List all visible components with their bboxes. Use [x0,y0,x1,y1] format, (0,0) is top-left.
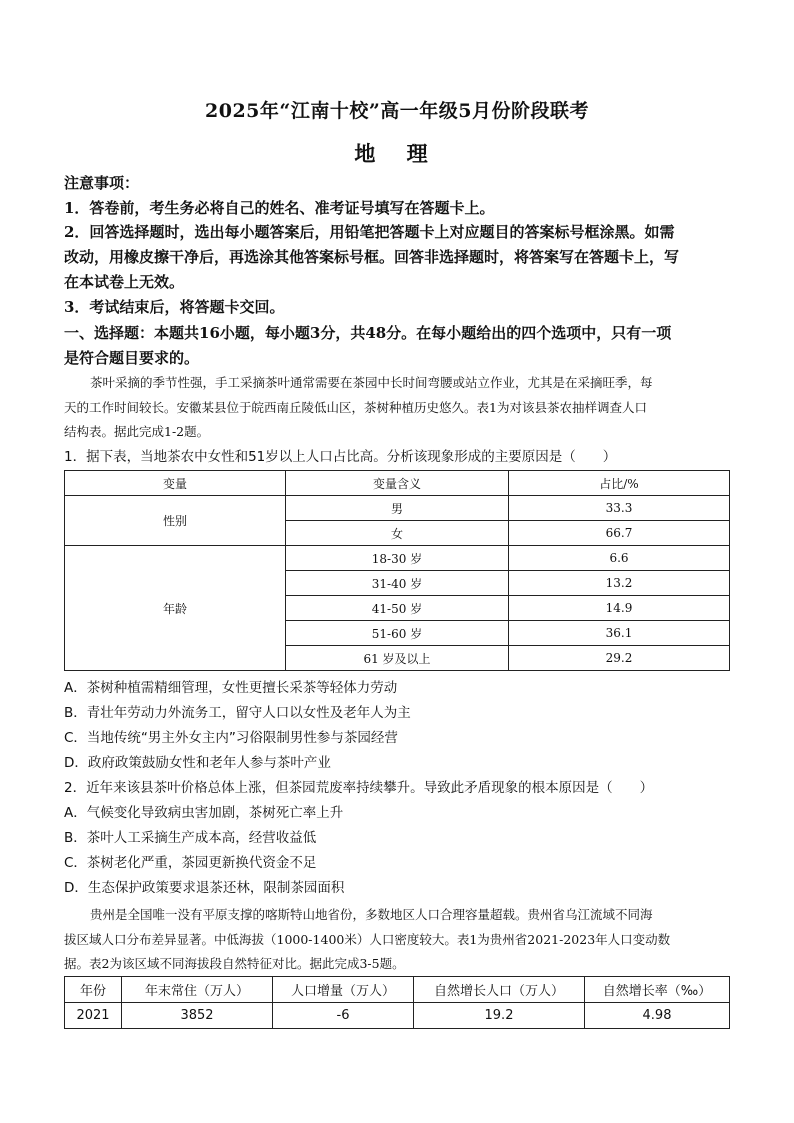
table-cell: -6 [273,1003,414,1029]
answer-option: D．政府政策鼓励女性和老年人参与茶叶产业 [64,755,331,771]
material-paragraph: 结构表。据此完成1-2题。 [64,424,210,439]
answer-option: D．生态保护政策要求退茶还林，限制茶园面积 [64,880,345,896]
table-group-cell: 性别 [65,496,286,546]
table-cell: 3852 [122,1003,273,1029]
table-cell: 13.2 [509,571,730,596]
question-stem: 1．据下表，当地茶农中女性和51岁以上人口占比高。分析该现象形成的主要原因是（ ） [64,449,617,465]
section-heading: 是符合题目要求的。 [64,349,200,367]
table-cell: 36.1 [509,621,730,646]
table-group-cell: 年龄 [65,546,286,671]
table-cell: 4.98 [585,1003,730,1029]
material-paragraph: 贵州是全国唯一没有平原支撑的喀斯特山地省份，多数地区人口合理容量超载。贵州省乌江流域不同海 [90,907,653,922]
question-stem: 2．近年来该县茶叶价格总体上涨，但茶园荒废率持续攀升。导致此矛盾现象的根本原因是（ ） [64,780,654,796]
table-cell: 14.9 [509,596,730,621]
table-cell: 31-40 岁 [286,571,509,596]
subject-title: 地 理 [354,141,440,166]
table-row [65,546,730,571]
tea-farmer-structure-table [64,470,730,671]
material-paragraph: 天的工作时间较长。安徽某县位于皖西南丘陵低山区，茶树种植历史悠久。表1为对该县茶农抽样调查人口 [64,400,647,415]
notice-item: 3．考试结束后，将答题卡交回。 [64,298,285,316]
table-cell: 61 岁及以上 [286,646,509,671]
table-header-cell: 年末常住（万人） [122,977,273,1003]
table-header-row [65,471,730,496]
notice-item: 2．回答选择题时，选出每小题答案后，用铅笔把答题卡上对应题目的答案标号框涂黑。如需 [64,223,675,241]
table-cell: 29.2 [509,646,730,671]
table-header-cell: 变量 [65,471,286,496]
guizhou-population-table [64,976,730,1029]
table-row [65,1003,730,1029]
table-row [65,496,730,521]
table-cell: 33.3 [509,496,730,521]
answer-option: B．青壮年劳动力外流务工，留守人口以女性及老年人为主 [64,705,411,721]
table-header-cell: 自然增长人口（万人） [414,977,585,1003]
notice-heading: 注意事项： [64,174,140,192]
notice-item: 在本试卷上无效。 [64,273,185,291]
table-cell: 66.7 [509,521,730,546]
material-paragraph: 拔区域人口分布差异显著。中低海拔（1000-1400米）人口密度较大。表1为贵州省2021-2023年人口变动数 [64,932,671,947]
table-cell: 19.2 [414,1003,585,1029]
answer-option: C．茶树老化严重，茶园更新换代资金不足 [64,855,317,871]
table-cell: 2021 [65,1003,122,1029]
table-cell: 51-60 岁 [286,621,509,646]
answer-option: B．茶叶人工采摘生产成本高，经营收益低 [64,830,317,846]
table-header-cell: 人口增量（万人） [273,977,414,1003]
table-header-row [65,977,730,1003]
material-paragraph: 据。表2为该区域不同海拔段自然特征对比。据此完成3-5题。 [64,956,405,971]
table-cell: 18-30 岁 [286,546,509,571]
answer-option: A．气候变化导致病虫害加剧，茶树死亡率上升 [64,805,344,821]
notice-item: 改动，用橡皮擦干净后，再选涂其他答案标号框。回答非选择题时，将答案写在答题卡上，写 [64,248,680,266]
table-cell: 男 [286,496,509,521]
table-cell: 41-50 岁 [286,596,509,621]
exam-title: 2025年“江南十校”高一年级5月份阶段联考 [205,100,589,122]
table-header-cell: 自然增长率（‰） [585,977,730,1003]
material-paragraph: 茶叶采摘的季节性强，手工采摘茶叶通常需要在茶园中长时间弯腰或站立作业，尤其是在采摘旺季，每 [90,375,653,390]
section-heading: 一、选择题：本题共16小题，每小题3分，共48分。在每小题给出的四个选项中，只有一项 [64,324,672,342]
table-cell: 女 [286,521,509,546]
table-header-cell: 年份 [65,977,122,1003]
table-header-cell: 占比/% [509,471,730,496]
answer-option: A．茶树种植需精细管理，女性更擅长采茶等轻体力劳动 [64,680,398,696]
answer-option: C．当地传统“男主外女主内”习俗限制男性参与茶园经营 [64,730,398,746]
notice-item: 1．答卷前，考生务必将自己的姓名、准考证号填写在答题卡上。 [64,199,495,217]
table-header-cell: 变量含义 [286,471,509,496]
table-cell: 6.6 [509,546,730,571]
